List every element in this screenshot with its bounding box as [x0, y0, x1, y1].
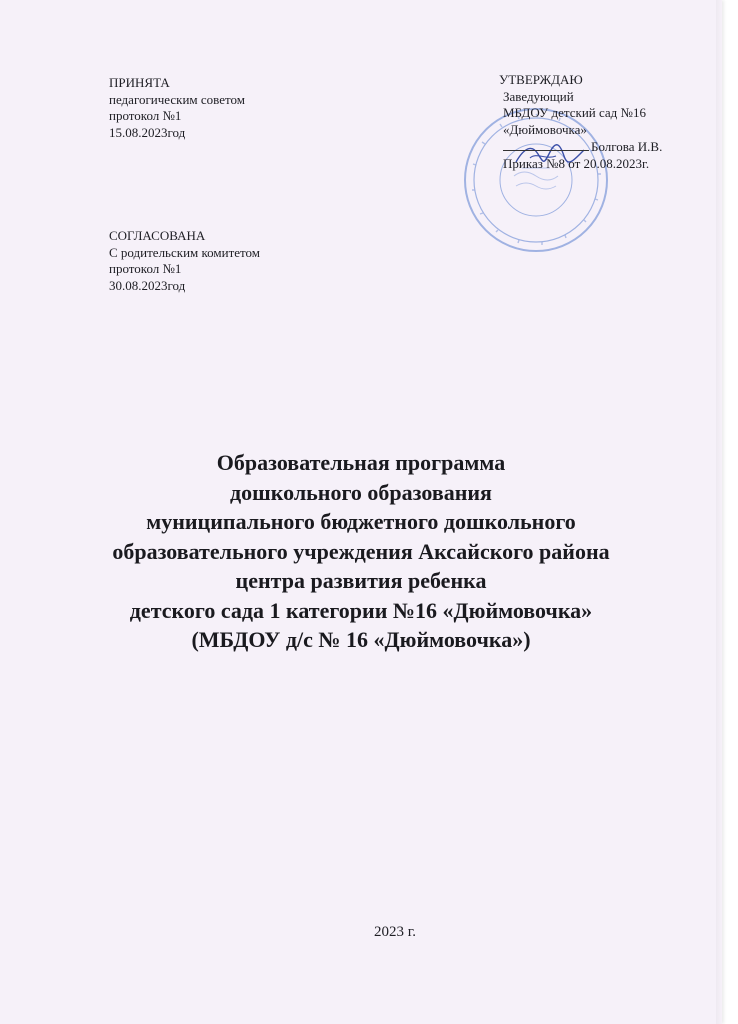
agreed-heading: СОГЛАСОВАНА: [109, 228, 206, 243]
title-line-2: дошкольного образования: [230, 479, 492, 505]
agreed-line-3: 30.08.2023год: [109, 277, 186, 293]
approved-order: Приказ №8 от 20.08.2023г.: [503, 155, 650, 171]
approved-signer: Болгова И.В.: [591, 139, 663, 154]
approved-org-line-1: МБДОУ детский сад №16: [503, 105, 646, 120]
accepted-heading: ПРИНЯТА: [109, 75, 170, 90]
accepted-line-3: 15.08.2023год: [109, 124, 186, 140]
program-title: [0, 448, 722, 655]
title-line-3: муниципального бюджетного дошкольного: [146, 509, 576, 534]
title-line-1: Образовательная программа: [216, 450, 506, 475]
approved-position: Заведующий: [503, 88, 574, 104]
approved-block: [499, 72, 662, 172]
title-line-7: (МБДОУ д/с № 16 «Дюймовочка»): [191, 627, 531, 652]
signature-underline: [503, 138, 589, 151]
agreed-line-1: С родительским комитетом: [109, 244, 261, 260]
accepted-line-2: протокол №1: [109, 108, 182, 123]
approved-heading: УТВЕРЖДАЮ: [499, 72, 583, 87]
accepted-line-1: педагогическим советом: [109, 91, 245, 107]
title-line-4: образовательного учреждения Аксайского района: [112, 538, 610, 564]
approved-org-line-2: «Дюймовочка»: [503, 121, 587, 137]
agreed-line-2: протокол №1: [109, 261, 182, 276]
title-line-6: детского сада 1 категории №16 «Дюймовочка»: [129, 597, 593, 623]
accepted-block: [109, 75, 245, 141]
approved-signature-line: [499, 138, 662, 156]
agreed-block: [109, 228, 260, 294]
document-year: 2023 г.: [374, 924, 416, 940]
title-line-5: центра развития ребенка: [235, 568, 487, 593]
